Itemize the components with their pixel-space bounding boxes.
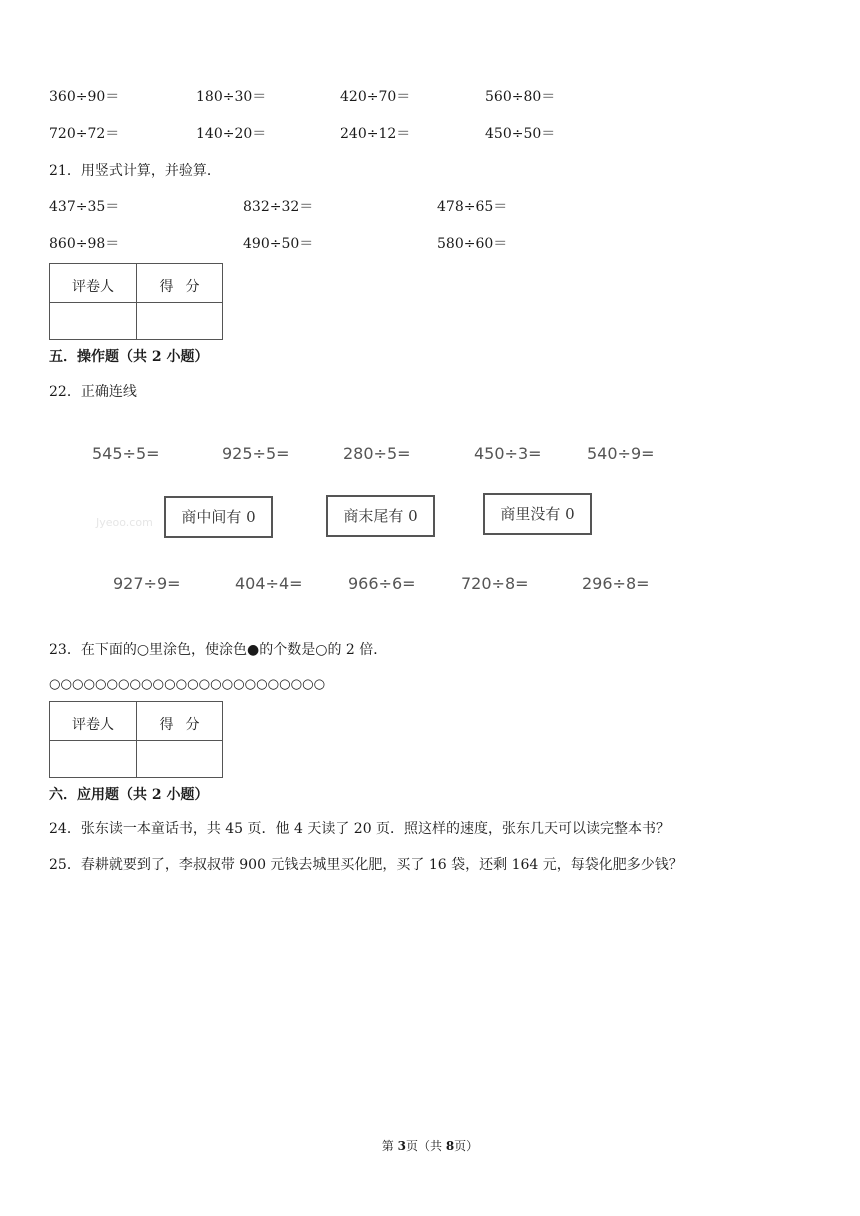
top-expression: 925÷5= [222,444,290,463]
calc-item: 450÷50＝ [485,126,556,142]
box-zero-middle: 商中间有 0 [164,496,273,538]
calc-item: 420÷70＝ [340,89,411,105]
watermark: Jyeoo.com [96,516,153,529]
box-no-zero: 商里没有 0 [483,493,592,535]
question-24: 24．张东读一本童话书，共 45 页．他 4 天读了 20 页．照这样的速度，张东几天可以读完整本书？ [49,821,671,837]
score-label: 得分 [159,279,212,295]
bottom-expression: 404÷4= [235,574,303,593]
page-footer: 第 3页（共 8页） [381,1139,479,1153]
calc-item: 240÷12＝ [340,126,411,142]
bottom-expression: 927÷9= [113,574,181,593]
question-25: 25．春耕就要到了，李叔叔带 900 元钱去城里买化肥，买了 16 袋，还剩 164 元，每袋化肥多少钱？ [49,857,683,873]
calc-item: 860÷98＝ [49,236,120,252]
top-expression: 450÷3= [474,444,542,463]
calc-item: 140÷20＝ [196,126,267,142]
question-21-title: 21．用竖式计算，并验算． [49,163,221,179]
section-6-title: 六．应用题（共 2 小题） [49,787,209,803]
calc-item: 720÷72＝ [49,126,120,142]
top-expression: 540÷9= [587,444,655,463]
calc-item: 360÷90＝ [49,89,120,105]
calc-item: 437÷35＝ [49,199,120,215]
question-23-title: 23．在下面的○里涂色，使涂色●的个数是○的 2 倍． [49,642,388,658]
score-table [49,701,223,778]
section-5-title: 五．操作题（共 2 小题） [49,349,209,365]
score-table [49,263,223,340]
bottom-expression: 720÷8= [461,574,529,593]
total-pages: 8 [445,1139,455,1153]
reviewer-label: 评卷人 [72,279,114,295]
top-expression: 545÷5= [92,444,160,463]
calc-item: 560÷80＝ [485,89,556,105]
circle-row[interactable]: ○○○○○○○○○○○○○○○○○○○○○○○○ [49,677,326,692]
calc-item: 478÷65＝ [437,199,508,215]
bottom-expression: 296÷8= [582,574,650,593]
reviewer-label: 评卷人 [72,717,114,733]
current-page: 3 [397,1139,406,1153]
top-expression: 280÷5= [343,444,411,463]
calc-item: 832÷32＝ [243,199,314,215]
calc-item: 180÷30＝ [196,89,267,105]
bottom-expression: 966÷6= [348,574,416,593]
score-label: 得分 [159,717,212,733]
question-22-title: 22．正确连线 [49,384,137,400]
calc-item: 580÷60＝ [437,236,508,252]
calc-item: 490÷50＝ [243,236,314,252]
box-zero-end: 商末尾有 0 [326,495,435,537]
